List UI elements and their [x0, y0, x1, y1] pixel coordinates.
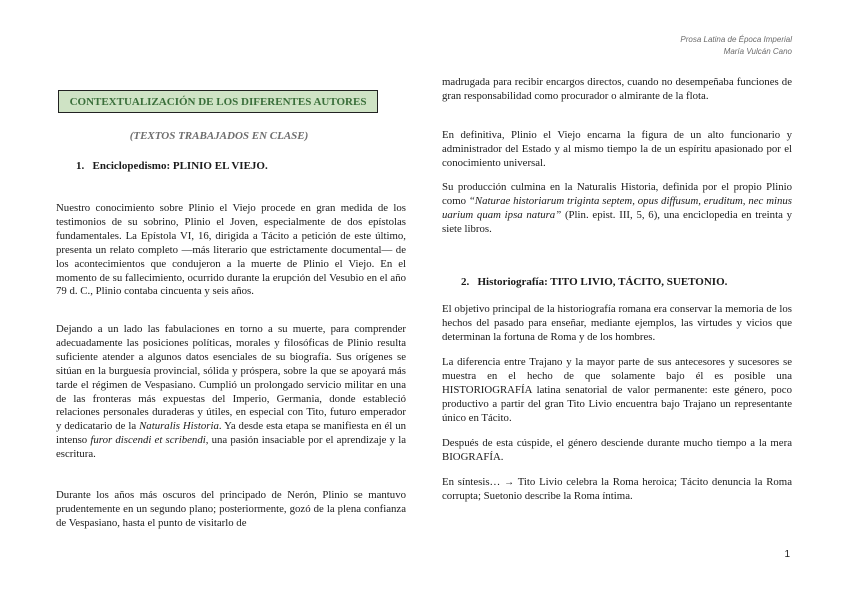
paragraph: Después de esta cúspide, el género desciende durante mucho tiempo a la mera BIOGRAFÍA.: [442, 437, 792, 463]
heading-text: Enciclopedismo: PLINIO EL VIEJO.: [92, 160, 268, 172]
paragraph: Durante los años más oscuros del principado de Nerón, Plinio se mantuvo prudentemente en un segundo plano; posteriormente, gozó de la plena confianza de Vespasiano, hasta el punto de visitarlo de: [56, 489, 406, 529]
paragraph: La diferencia entre Trajano y la mayor parte de sus antecesores y sucesores se muestra en el hecho de que solamente bajo él es posible una HISTORIOGRAFÍA latina senatorial de valor permanente: este género, poco productivo a partir del gran Tito Livio encuentra bajo Trajano un representante único en Tácito.: [442, 356, 792, 424]
arrow-icon: →: [504, 477, 515, 488]
paragraph: Nuestro conocimiento sobre Plinio el Viejo procede en gran medida de los testimonios de su sobrino, Plinio el Joven, especialmente de dos epístolas fundamentales. La Epístola VI, 16, dirigida a Tácito a petición de este último, presenta un relato completo —más literario que estrictamente documental— de los acontecimientos que condujeron a la muerte de Plinio el Viejo. En el momento de su fallecimiento, ocurrido durante la erupción del Vesubio en el año 79 d. C., Plinio contaba cincuenta y seis años.: [56, 202, 406, 298]
heading-number: 1.: [76, 160, 85, 172]
paragraph: madrugada para recibir encargos directos, cuando no desempeñaba funciones de gran responsabilidad como procurador o almirante de la flota.: [442, 76, 792, 102]
page-number: 1: [784, 549, 790, 560]
heading-number: 2.: [461, 276, 470, 288]
section-subtitle: (TEXTOS TRABAJADOS EN CLASE): [129, 130, 309, 142]
paragraph: El objetivo principal de la historiografía romana era conservar la memoria de los hechos del pasado para enseñar, mediante ejemplos, las virtudes y vicios que determinan la fortuna de Roma y de los hombres.: [442, 303, 792, 343]
header-course-title: Prosa Latina de Época Imperial: [680, 35, 792, 44]
running-header: [680, 34, 792, 58]
section-title-box: CONTEXTUALIZACIÓN DE LOS DIFERENTES AUTORES: [58, 90, 378, 113]
paragraph: En definitiva, Plinio el Viejo encarna la figura de un alto funcionario y administrador del Estado y al mismo tiempo la de un espíritu apasionado por el conocimiento universal.: [442, 129, 792, 169]
heading-plinio: [76, 160, 268, 172]
paragraph: Su producción culmina en la Naturalis Historia, definida por el propio Plinio como “Naturae historiarum triginta septem, opus diffusum, eruditum, nec minus uarium quam ipsa natura” (Plin. epist. III, 5, 6), una enciclopedia en treinta y siete libros.: [442, 181, 792, 235]
header-author: María Vulcán Cano: [723, 47, 792, 56]
paragraph: En síntesis… → Tito Livio celebra la Roma heroica; Tácito denuncia la Roma corrupta; Suetonio describe la Roma íntima.: [442, 476, 792, 502]
heading-text: Historiografía: TITO LIVIO, TÁCITO, SUETONIO.: [477, 276, 728, 288]
paragraph: Dejando a un lado las fabulaciones en torno a su muerte, para comprender adecuadamente las posiciones políticas, morales y filosóficas de Plinio resulta suficiente atender a algunos datos esenciales de su biografía. Sus orígenes se sitúan en la burguesía provincial, sólida y próspera, sobre la que se apoyará más tarde el régimen de Vespasiano. Cumplió un prolongado servicio militar en una de las fronteras más expuestas del Imperio, Germania, donde estableció relaciones personales duraderas y útiles, en especial con Tito, futuro emperador y dedicatario de la Naturalis Historia. Ya desde esta etapa se manifiesta en él un intenso furor discendi et scribendi, una pasión insaciable por el aprendizaje y la escritura.: [56, 323, 407, 461]
heading-historiografia: [461, 276, 727, 288]
